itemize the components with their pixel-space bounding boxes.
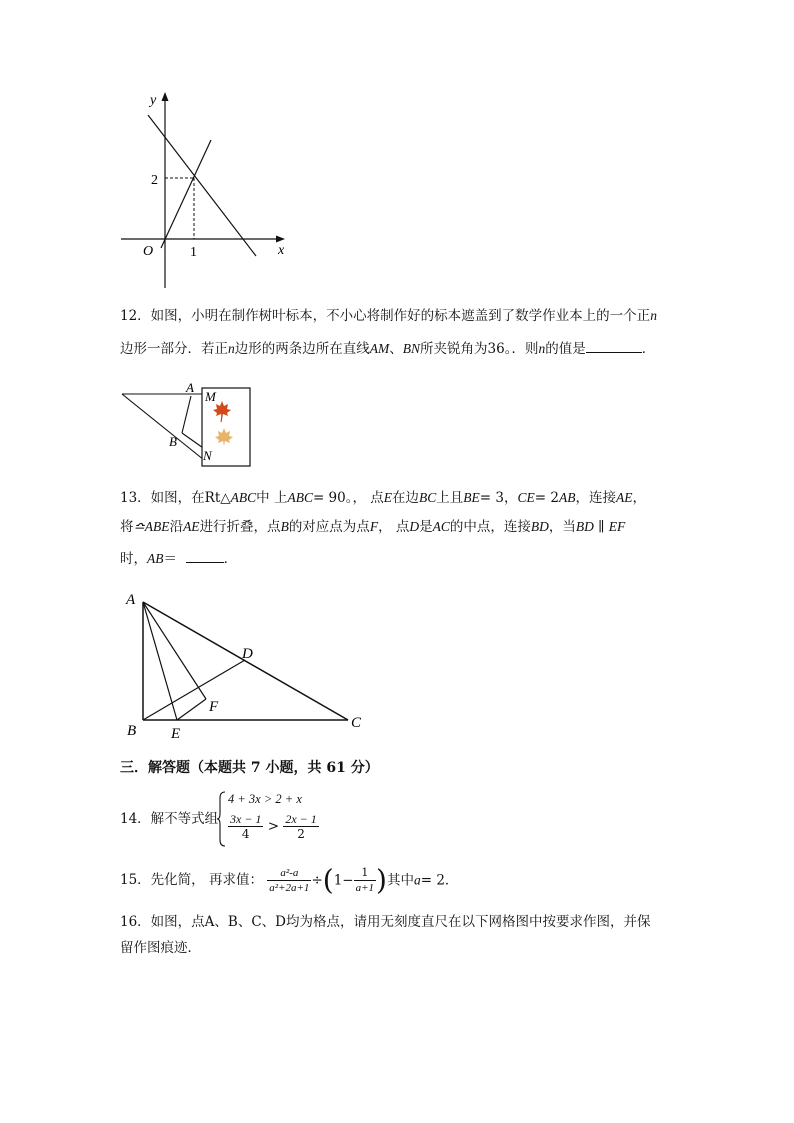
q13-figure: [120, 586, 370, 742]
q13-var: ≏ABE: [133, 519, 170, 534]
q12-line1: [120, 306, 657, 326]
q13-text: 时，: [120, 551, 147, 567]
q13-line3: [120, 548, 237, 569]
q13-segment-bd: [143, 660, 245, 720]
q15-frac-den: a²+2a+1: [269, 882, 310, 894]
q15-suffix-value: = 2．: [420, 872, 459, 889]
q15-inner-fraction: [354, 866, 376, 895]
q12-text: 的值是: [545, 341, 586, 357]
q14-frac2-den: 2: [297, 827, 305, 841]
q13-var: F: [369, 519, 379, 534]
q14-frac1-num: 3x − 1: [230, 812, 262, 826]
q13-text: 的中点，连接: [449, 519, 531, 535]
q13-segment-ae: [143, 602, 177, 720]
q13-text: ，当: [548, 519, 576, 535]
q13-text: ， 点: [378, 519, 410, 535]
q12-label-b: B: [169, 434, 177, 449]
coordinate-graph: [115, 88, 295, 293]
q13-text: 13．如图，在Rt△: [120, 490, 231, 506]
q14-gt: >: [267, 818, 280, 835]
q13-var: AB: [558, 490, 576, 505]
q12-text: 12．如图，小明在制作树叶标本，不小心将制作好的标本遮盖到了数学作业本上的一个正: [120, 308, 651, 324]
q12-segment-ab: [182, 396, 191, 433]
q15-paren-close: ): [376, 863, 387, 897]
q13-text: 中 上: [256, 490, 288, 506]
q14-frac1-den: 4: [241, 827, 250, 841]
q13-label-b: B: [127, 723, 137, 739]
q13-var: BD: [530, 519, 549, 534]
q12-figure: [118, 378, 258, 470]
q15-fraction: [267, 866, 311, 895]
q15-prefix: 15．先化简， 再求值：: [120, 872, 263, 888]
q13-text: 将: [120, 519, 134, 535]
q14-fraction-right: [283, 812, 318, 841]
q15-inner-den: a+1: [355, 882, 375, 894]
q13-var: ABC: [287, 490, 313, 505]
q13-text: 的对应点为点: [288, 519, 370, 535]
y-tick-label: 2: [151, 173, 158, 188]
q13-var: BC: [419, 490, 437, 505]
q12-line2: [120, 338, 655, 359]
q13-var: EF: [608, 519, 626, 534]
q13-segment-af: [143, 602, 206, 699]
q13-period: ．: [223, 551, 238, 567]
q12-label-a: A: [186, 380, 194, 395]
q13-text: ＝: [163, 551, 177, 567]
q14-frac2-num: 2x − 1: [285, 812, 317, 826]
q13-text: ，: [632, 490, 646, 506]
y-axis-arrow: [162, 92, 169, 101]
q13-text: ，连接: [575, 490, 616, 506]
q13-label-c: C: [351, 715, 362, 731]
q12-var-n: n: [228, 341, 235, 356]
q12-var-am: AM: [369, 341, 390, 356]
q15-div: ÷: [311, 872, 323, 889]
q13-var: E: [383, 490, 393, 505]
q15-frac-num: a²-a: [267, 866, 311, 881]
q13-segment-ef: [177, 699, 206, 720]
q13-text: = 90。， 点: [312, 490, 384, 506]
q13-text: = 2: [534, 490, 559, 506]
q13-text: 进行折叠，点: [199, 519, 281, 535]
q15-one-minus: 1−: [333, 872, 354, 889]
q12-label-n: N: [203, 448, 212, 463]
q13-var: AE: [183, 519, 200, 534]
decreasing-line: [148, 115, 256, 256]
x-axis-arrow: [276, 236, 285, 243]
q13-var: CE: [517, 490, 535, 505]
q13-line2: [120, 517, 625, 537]
q13-var: BE: [463, 490, 480, 505]
q13-text: 上且: [436, 490, 464, 506]
q13-var: D: [409, 519, 420, 534]
q12-answer-blank[interactable]: [586, 338, 642, 353]
q13-var: AB: [147, 551, 164, 566]
x-tick-label: 1: [190, 245, 197, 260]
q15-paren-open: (: [322, 863, 334, 897]
q12-var-n: n: [538, 341, 546, 356]
q14-fraction-left: [228, 812, 263, 841]
q13-answer-blank[interactable]: [186, 548, 224, 563]
q13-text: = 3，: [479, 490, 518, 506]
q13-text: 在边: [392, 490, 420, 506]
q16-line1: 16．如图，点A、B、C、D均为格点，请用无刻度直尺在以下网格图中按要求作图，并保: [120, 914, 651, 930]
q12-text: 所夹锐角为36。．则: [420, 341, 539, 357]
q16-line2: 留作图痕迹．: [120, 940, 201, 956]
q14-inequality-1: 4 + 3x > 2 + x: [228, 792, 302, 806]
q13-text: 沿: [169, 519, 184, 535]
q12-period: ．: [641, 341, 656, 357]
q12-var-bn: BN: [402, 341, 421, 356]
q12-text: 边形一部分．若正: [120, 341, 228, 357]
line-through-origin: [161, 140, 211, 248]
q13-text: 是: [419, 519, 433, 535]
q13-var: BD: [575, 519, 594, 534]
q13-label-d: D: [242, 646, 253, 662]
q15-inner-num: 1: [354, 866, 376, 881]
q13-line1: [120, 488, 646, 508]
q12-text: 边形的两条边所在直线: [234, 341, 370, 357]
q15-line: [120, 860, 458, 901]
y-axis-label: y: [150, 93, 157, 108]
q13-label-f: F: [209, 699, 219, 715]
q14-prefix: 14．解不等式组: [120, 811, 219, 827]
q13-var: ABC: [230, 490, 257, 505]
q14-brace: [216, 790, 226, 848]
q15-var-a: a: [413, 872, 421, 888]
x-axis-label: x: [278, 243, 285, 258]
q13-text: ∥: [593, 519, 609, 535]
q14-inequality-2: [228, 812, 319, 841]
q13-label-e: E: [171, 726, 181, 742]
q12-label-m: M: [205, 389, 216, 404]
q13-var: AC: [432, 519, 450, 534]
section-3-heading: 三．解答题（本题共 7 小题，共 61 分）: [120, 760, 379, 776]
q12-line-bn: [122, 394, 209, 464]
origin-label: O: [143, 244, 154, 259]
q13-var: AE: [615, 490, 633, 505]
q12-sep: 、: [389, 341, 403, 357]
q15-suffix: 其中: [386, 872, 414, 889]
q13-label-a: A: [126, 592, 136, 608]
q13-var: B: [280, 519, 289, 534]
q12-var-n: n: [650, 308, 657, 323]
